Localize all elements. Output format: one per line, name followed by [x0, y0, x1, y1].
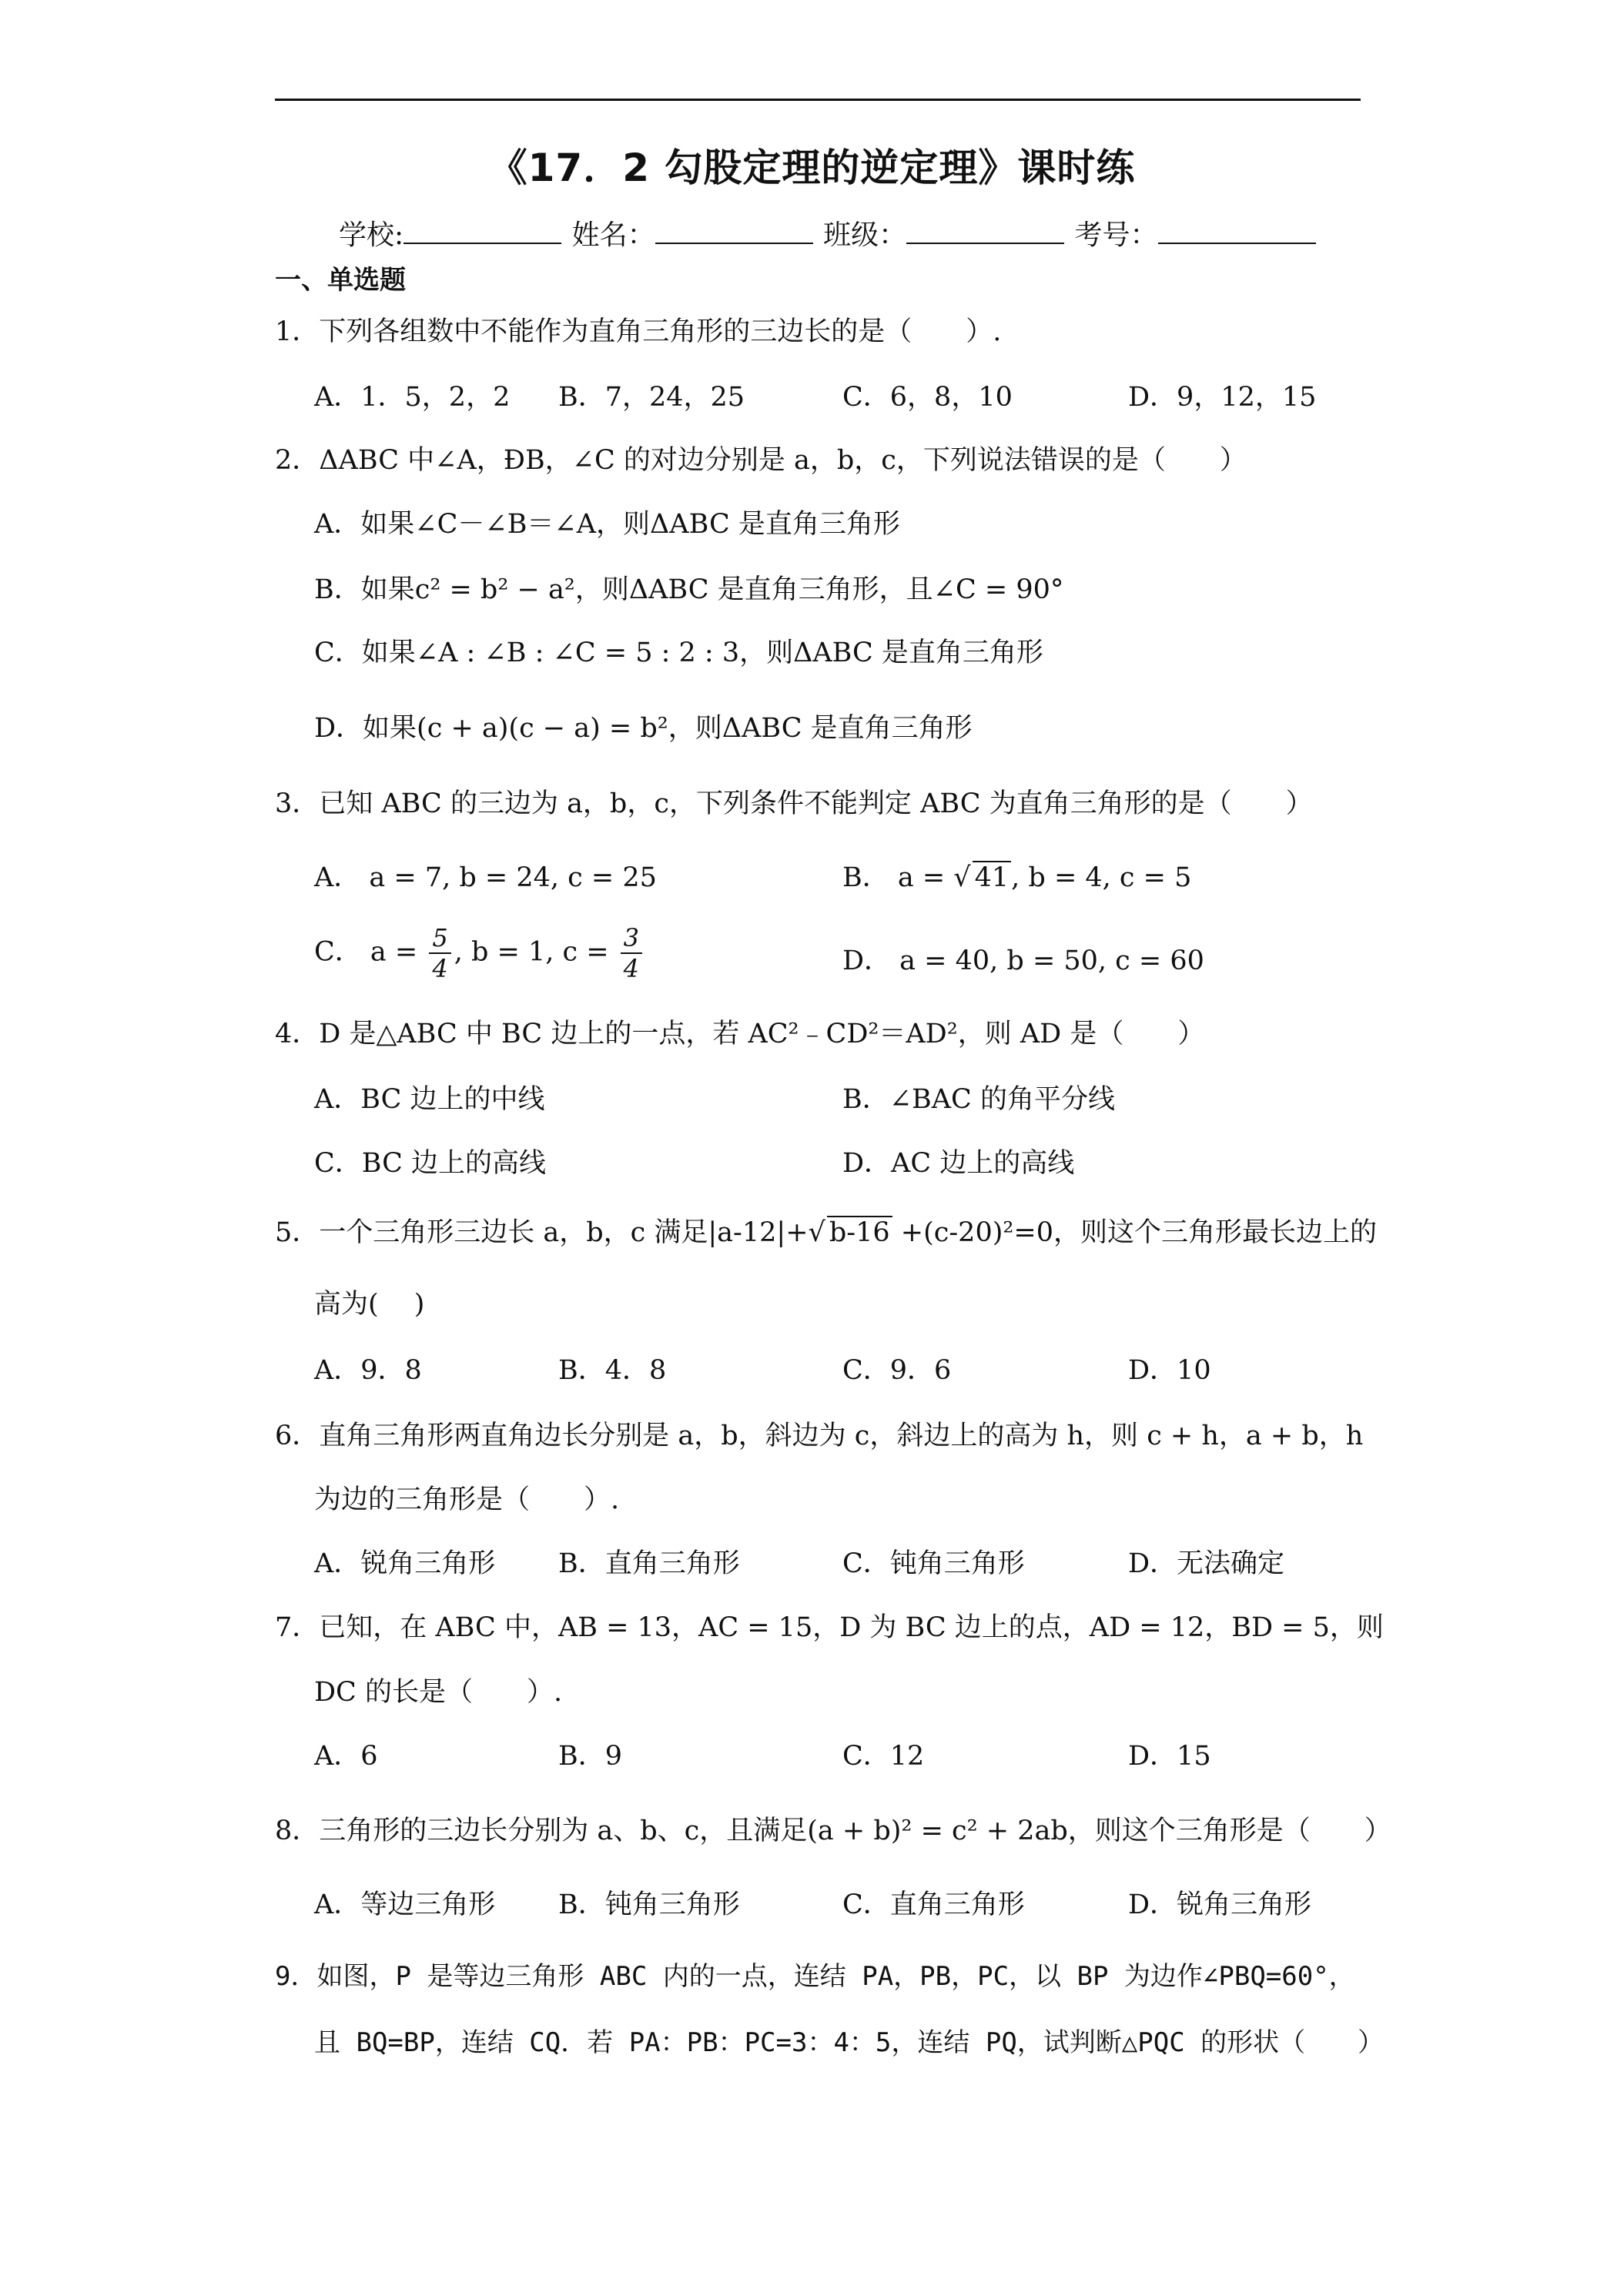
fraction-denominator: 4 — [432, 954, 448, 983]
question-5-option-a[interactable]: A．9．8 — [314, 1355, 422, 1386]
header-rule — [275, 99, 1361, 101]
fraction-numerator: 5 — [429, 925, 450, 954]
question-5-stem-suffix: +(c-20)²=0，则这个三角形最长边上的 — [892, 1217, 1377, 1248]
question-8-option-d[interactable]: D．锐角三角形 — [1128, 1889, 1312, 1920]
question-4-stem: 4．D 是△ABC 中 BC 边上的一点，若 AC²﹣CD²＝AD²，则 AD 是（ ） — [275, 1019, 1205, 1049]
question-1-option-b[interactable]: B．7，24，25 — [558, 382, 745, 413]
school-blank[interactable] — [403, 219, 561, 244]
fraction-denominator: 4 — [623, 954, 640, 983]
question-4-option-d[interactable]: D．AC 边上的高线 — [842, 1148, 1075, 1179]
question-6-option-b[interactable]: B．直角三角形 — [558, 1548, 740, 1579]
question-6-stem-line-2: 为边的三角形是（ ）. — [314, 1484, 620, 1515]
class-label: 班级： — [823, 219, 907, 251]
question-5-stem-line-2: 高为( ) — [314, 1289, 425, 1320]
question-7-stem-line-2: DC 的长是（ ）. — [314, 1677, 563, 1708]
question-5-option-d[interactable]: D．10 — [1128, 1355, 1211, 1386]
question-3-option-c-prefix: C． a = — [314, 936, 427, 968]
question-2-stem: 2．ΔABC 中∠A，ÐB，∠C 的对边分别是 a，b，c，下列说法错误的是（ ） — [275, 445, 1247, 476]
question-2-option-b[interactable]: B．如果c² = b² − a²，则ΔABC 是直角三角形，且∠C = 90° — [314, 574, 1064, 605]
question-8-option-c[interactable]: C．直角三角形 — [842, 1889, 1025, 1920]
question-7-option-b[interactable]: B．9 — [558, 1741, 622, 1772]
fraction-numerator: 3 — [621, 925, 642, 954]
question-1-option-a[interactable]: A．1．5，2，2 — [314, 382, 511, 413]
name-label: 姓名： — [571, 219, 655, 251]
name-blank[interactable] — [655, 219, 813, 244]
question-2-option-a[interactable]: A．如果∠C－∠B＝∠A，则ΔABC 是直角三角形 — [314, 509, 900, 540]
question-6-stem-line-1: 6．直角三角形两直角边长分别是 a，b，斜边为 c，斜边上的高为 h，则 c + h，a + b，h — [275, 1421, 1364, 1451]
question-5-stem-radicand: b-16 — [827, 1216, 892, 1248]
question-5-stem: 5．一个三角形三边长 a，b，c 满足|a-12|+√ b-16 +(c-20)²=0，则这个三角形最长边上的 — [275, 1217, 1377, 1248]
question-3-option-c-fraction-a — [429, 925, 450, 981]
question-5-stem-prefix: 5．一个三角形三边长 a，b，c 满足|a-12|+ — [275, 1217, 809, 1248]
question-1-option-d[interactable]: D．9，12，15 — [1128, 382, 1317, 413]
question-5-option-c[interactable]: C．9．6 — [842, 1355, 952, 1386]
section-heading-single-choice: 一、单选题 — [275, 265, 406, 296]
question-3-option-c[interactable] — [314, 925, 645, 981]
question-7-option-a[interactable]: A．6 — [314, 1741, 378, 1772]
question-4-option-b[interactable]: B．∠BAC 的角平分线 — [842, 1084, 1115, 1115]
question-7-option-c[interactable]: C．12 — [842, 1741, 925, 1772]
question-4-option-a[interactable]: A．BC 边上的中线 — [314, 1084, 545, 1115]
question-3-option-a[interactable]: A． a = 7, b = 24, c = 25 — [314, 862, 657, 893]
page-title: 《17．2 勾股定理的逆定理》课时练 — [488, 146, 1136, 190]
question-3-option-c-fraction-c — [621, 925, 642, 981]
question-2-option-d[interactable]: D．如果(c + a)(c − a) = b²，则ΔABC 是直角三角形 — [314, 713, 973, 744]
question-2-option-c[interactable]: C．如果∠A : ∠B : ∠C = 5 : 2 : 3，则ΔABC 是直角三角形 — [314, 638, 1043, 668]
question-7-option-d[interactable]: D．15 — [1128, 1741, 1211, 1772]
question-9-stem-line-1: 9．如图，P 是等边三角形 ABC 内的一点，连结 PA，PB，PC，以 BP 为边作∠PBQ=60°， — [275, 1961, 1355, 1992]
question-6-option-d[interactable]: D．无法确定 — [1128, 1548, 1285, 1579]
question-3-option-b-prefix: B． a = — [842, 862, 954, 893]
class-blank[interactable] — [906, 219, 1064, 244]
question-8-stem: 8．三角形的三边长分别为 a、b、c，且满足(a + b)² = c² + 2ab，则这个三角形是（ ） — [275, 1816, 1391, 1846]
question-5-option-b[interactable]: B．4．8 — [558, 1355, 667, 1386]
question-3-option-c-middle: , b = 1, c = — [454, 936, 618, 968]
question-3-stem: 3．已知 ABC 的三边为 a，b，c，下列条件不能判定 ABC 为直角三角形的是（ ） — [275, 788, 1313, 819]
question-3-option-b-radicand: 41 — [973, 861, 1012, 893]
question-3-option-b[interactable]: B． a = √ 41, b = 4, c = 5 — [842, 862, 1192, 893]
student-info-line — [339, 213, 1318, 253]
question-6-option-a[interactable]: A．锐角三角形 — [314, 1548, 496, 1579]
question-8-option-b[interactable]: B．钝角三角形 — [558, 1889, 740, 1920]
exam-number-blank[interactable] — [1158, 219, 1316, 244]
question-3-option-d[interactable]: D． a = 40, b = 50, c = 60 — [842, 946, 1204, 976]
question-1-stem: 1．下列各组数中不能作为直角三角形的三边长的是（ ）. — [275, 316, 1002, 347]
question-9-stem-line-2: 且 BQ=BP，连结 CQ．若 PA：PB：PC=3：4：5，连结 PQ，试判断△PQC 的形状（ ） — [314, 2027, 1385, 2058]
question-1-option-c[interactable]: C．6，8，10 — [842, 382, 1013, 413]
school-label: 学校: — [339, 219, 404, 251]
question-6-option-c[interactable]: C．钝角三角形 — [842, 1548, 1025, 1579]
question-7-stem-line-1: 7．已知，在 ABC 中，AB = 13，AC = 15，D 为 BC 边上的点，AD = 12，BD = 5，则 — [275, 1612, 1384, 1643]
exam-number-label: 考号： — [1074, 219, 1158, 251]
question-4-option-c[interactable]: C．BC 边上的高线 — [314, 1148, 547, 1179]
question-8-option-a[interactable]: A．等边三角形 — [314, 1889, 496, 1920]
question-3-option-b-suffix: , b = 4, c = 5 — [1011, 862, 1192, 893]
